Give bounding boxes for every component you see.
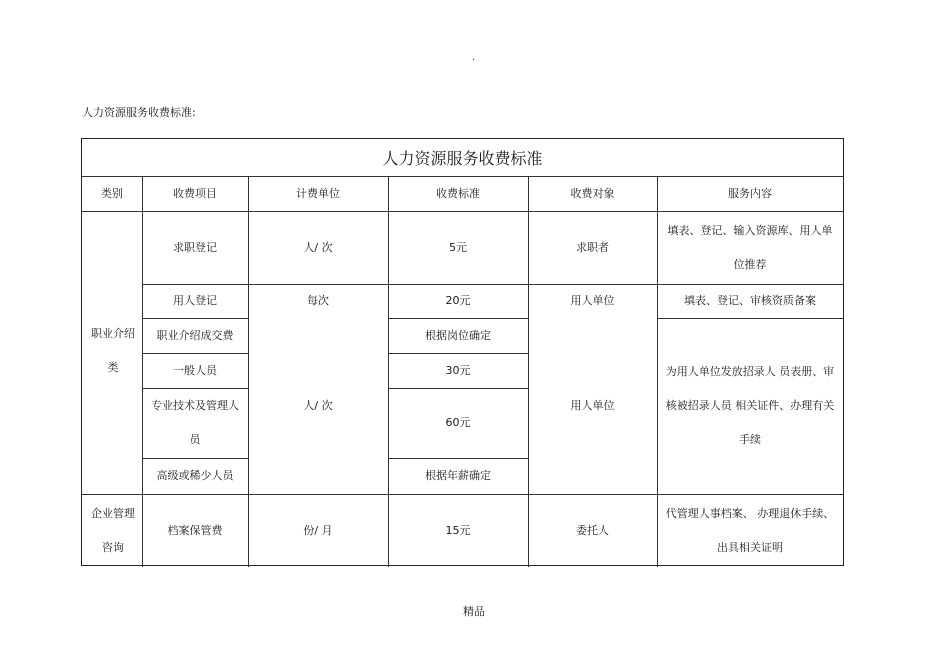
header-category: 类别 — [101, 186, 123, 200]
header-content: 服务内容 — [728, 186, 772, 200]
row7-unit: 份/ 月 — [303, 523, 333, 537]
row2-standard: 20元 — [445, 294, 471, 307]
merged-unit: 人/ 次 — [303, 399, 333, 412]
merged-target: 用人单位 — [570, 399, 615, 412]
row6-standard: 根据年薪确定 — [425, 469, 491, 482]
row4-item: 一般人员 — [173, 363, 217, 377]
row4-standard: 30元 — [445, 363, 471, 377]
merged-content: 为用人单位发放招录人 员表册、审核被招录人员 相关证件、办理有关手续 — [665, 365, 835, 446]
row2-target: 用人单位 — [570, 294, 615, 307]
header-item: 收费项目 — [173, 186, 217, 200]
top-mark: . — [472, 52, 476, 63]
row5-standard: 60元 — [445, 416, 471, 429]
row1-unit: 人/ 次 — [303, 240, 333, 254]
header-standard: 收费标准 — [436, 186, 480, 200]
category-career-intro: 职业介绍类 — [91, 327, 135, 374]
row2-item: 用人登记 — [173, 294, 217, 307]
row7-item: 档案保管费 — [167, 523, 223, 537]
row6-item: 高级或稀少人员 — [156, 469, 234, 482]
row5-item: 专业技术及管理人员 — [151, 399, 239, 446]
header-target: 收费对象 — [570, 186, 615, 200]
row1-content: 填表、登记、输入资源库、用人单位推荐 — [667, 223, 833, 271]
intro-text: 人力资源服务收费标准: — [82, 106, 196, 119]
row3-standard: 根据岗位确定 — [425, 328, 491, 342]
row1-item: 求职登记 — [173, 240, 217, 254]
category-enterprise-consulting: 企业管理咨询 — [91, 507, 135, 554]
row1-target: 求职者 — [576, 240, 609, 254]
row1-standard: 5元 — [449, 240, 467, 254]
row7-content: 代管理人事档案、 办理退休手续、出具相关证明 — [665, 506, 835, 554]
header-unit: 计费单位 — [296, 186, 340, 200]
table-title: 人力资源服务收费标准 — [82, 139, 843, 177]
row2-unit: 每次 — [307, 294, 329, 307]
row2-content: 填表、登记、审核资质备案 — [684, 294, 816, 307]
row3-item: 职业介绍成交费 — [156, 328, 234, 342]
row7-standard: 15元 — [445, 523, 471, 537]
row7-target: 委托人 — [576, 523, 609, 537]
footer-text: 精品 — [463, 605, 485, 618]
fee-table — [81, 138, 844, 566]
